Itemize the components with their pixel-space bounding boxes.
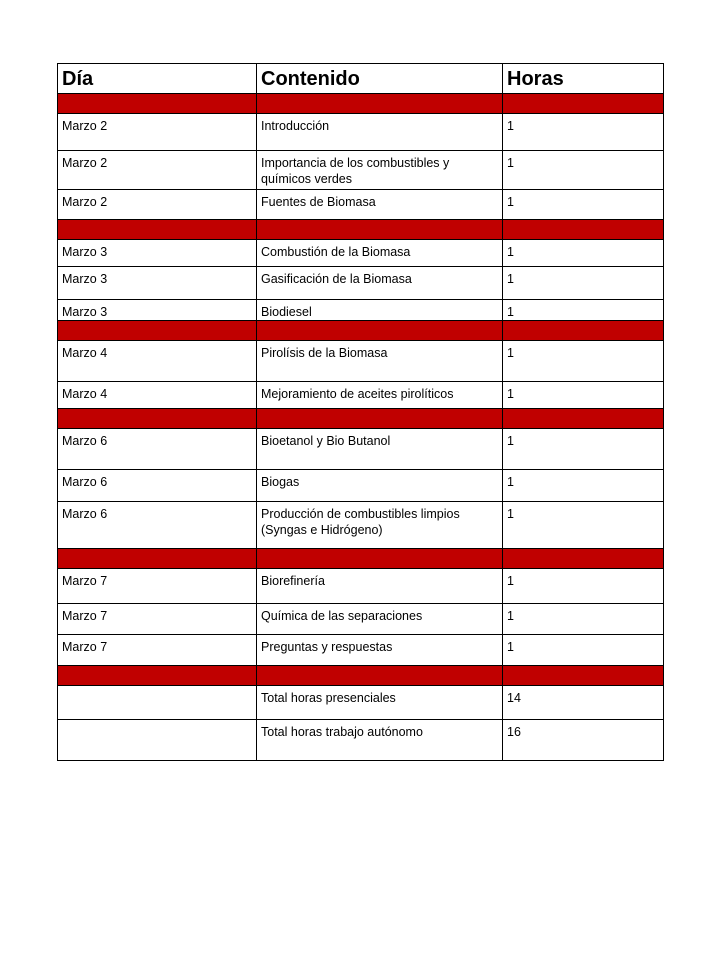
dia-cell: Marzo 6 bbox=[58, 502, 257, 549]
separator-cell bbox=[503, 666, 664, 686]
table-row bbox=[58, 382, 664, 409]
header-dia: Día bbox=[58, 64, 257, 94]
separator-cell bbox=[58, 409, 257, 429]
separator-cell bbox=[503, 409, 664, 429]
horas-cell: 1 bbox=[503, 300, 664, 321]
dia-cell: Marzo 6 bbox=[58, 429, 257, 470]
horas-cell: 14 bbox=[503, 686, 664, 720]
separator-cell bbox=[257, 666, 503, 686]
horas-cell: 1 bbox=[503, 190, 664, 220]
separator-cell bbox=[58, 220, 257, 240]
horas-cell: 1 bbox=[503, 470, 664, 502]
dia-cell: Marzo 3 bbox=[58, 300, 257, 321]
table-row bbox=[58, 341, 664, 382]
horas-cell: 1 bbox=[503, 635, 664, 666]
contenido-cell: Fuentes de Biomasa bbox=[257, 190, 503, 220]
horas-cell: 1 bbox=[503, 429, 664, 470]
contenido-cell: Introducción bbox=[257, 114, 503, 151]
horas-cell: 1 bbox=[503, 502, 664, 549]
table-row bbox=[58, 720, 664, 761]
header-row bbox=[58, 64, 664, 94]
table-row bbox=[58, 429, 664, 470]
dia-cell: Marzo 3 bbox=[58, 240, 257, 267]
horas-cell: 1 bbox=[503, 240, 664, 267]
contenido-cell: Combustión de la Biomasa bbox=[257, 240, 503, 267]
dia-cell: Marzo 7 bbox=[58, 569, 257, 604]
contenido-cell: Importancia de los combustibles y químicos verdes bbox=[257, 151, 503, 190]
dia-cell: Marzo 4 bbox=[58, 382, 257, 409]
table-row bbox=[58, 470, 664, 502]
horas-cell: 1 bbox=[503, 604, 664, 635]
table-row bbox=[58, 569, 664, 604]
table-row bbox=[58, 604, 664, 635]
section-separator-row bbox=[58, 666, 664, 686]
contenido-cell: Biorefinería bbox=[257, 569, 503, 604]
contenido-cell: Producción de combustibles limpios (Syngas e Hidrógeno) bbox=[257, 502, 503, 549]
dia-cell bbox=[58, 686, 257, 720]
section-separator-row bbox=[58, 409, 664, 429]
horas-cell: 16 bbox=[503, 720, 664, 761]
section-separator-row bbox=[58, 549, 664, 569]
contenido-cell: Biogas bbox=[257, 470, 503, 502]
table-row bbox=[58, 190, 664, 220]
separator-cell bbox=[257, 321, 503, 341]
table-row bbox=[58, 114, 664, 151]
dia-cell: Marzo 6 bbox=[58, 470, 257, 502]
contenido-cell: Preguntas y respuestas bbox=[257, 635, 503, 666]
separator-cell bbox=[58, 666, 257, 686]
dia-cell: Marzo 2 bbox=[58, 151, 257, 190]
contenido-cell: Total horas presenciales bbox=[257, 686, 503, 720]
separator-cell bbox=[58, 94, 257, 114]
schedule-table bbox=[57, 63, 664, 761]
dia-cell: Marzo 2 bbox=[58, 190, 257, 220]
contenido-cell: Química de las separaciones bbox=[257, 604, 503, 635]
dia-cell: Marzo 4 bbox=[58, 341, 257, 382]
horas-cell: 1 bbox=[503, 382, 664, 409]
separator-cell bbox=[58, 549, 257, 569]
separator-cell bbox=[257, 220, 503, 240]
horas-cell: 1 bbox=[503, 341, 664, 382]
horas-cell: 1 bbox=[503, 114, 664, 151]
dia-cell: Marzo 7 bbox=[58, 604, 257, 635]
separator-cell bbox=[503, 321, 664, 341]
horas-cell: 1 bbox=[503, 569, 664, 604]
contenido-cell: Pirolísis de la Biomasa bbox=[257, 341, 503, 382]
separator-cell bbox=[503, 220, 664, 240]
table-row bbox=[58, 300, 664, 321]
contenido-cell: Total horas trabajo autónomo bbox=[257, 720, 503, 761]
table-row bbox=[58, 267, 664, 300]
separator-cell bbox=[503, 94, 664, 114]
dia-cell bbox=[58, 720, 257, 761]
header-horas: Horas bbox=[503, 64, 664, 94]
table-row bbox=[58, 686, 664, 720]
table-row bbox=[58, 502, 664, 549]
contenido-cell: Gasificación de la Biomasa bbox=[257, 267, 503, 300]
dia-cell: Marzo 7 bbox=[58, 635, 257, 666]
separator-cell bbox=[58, 321, 257, 341]
separator-cell bbox=[503, 549, 664, 569]
schedule-body bbox=[58, 94, 664, 761]
contenido-cell: Biodiesel bbox=[257, 300, 503, 321]
separator-cell bbox=[257, 549, 503, 569]
section-separator-row bbox=[58, 321, 664, 341]
header-contenido: Contenido bbox=[257, 64, 503, 94]
dia-cell: Marzo 3 bbox=[58, 267, 257, 300]
horas-cell: 1 bbox=[503, 267, 664, 300]
section-separator-row bbox=[58, 220, 664, 240]
section-separator-row bbox=[58, 94, 664, 114]
separator-cell bbox=[257, 409, 503, 429]
contenido-cell: Mejoramiento de aceites pirolíticos bbox=[257, 382, 503, 409]
table-row bbox=[58, 635, 664, 666]
dia-cell: Marzo 2 bbox=[58, 114, 257, 151]
horas-cell: 1 bbox=[503, 151, 664, 190]
contenido-cell: Bioetanol y Bio Butanol bbox=[257, 429, 503, 470]
separator-cell bbox=[257, 94, 503, 114]
table-row bbox=[58, 240, 664, 267]
table-row bbox=[58, 151, 664, 190]
